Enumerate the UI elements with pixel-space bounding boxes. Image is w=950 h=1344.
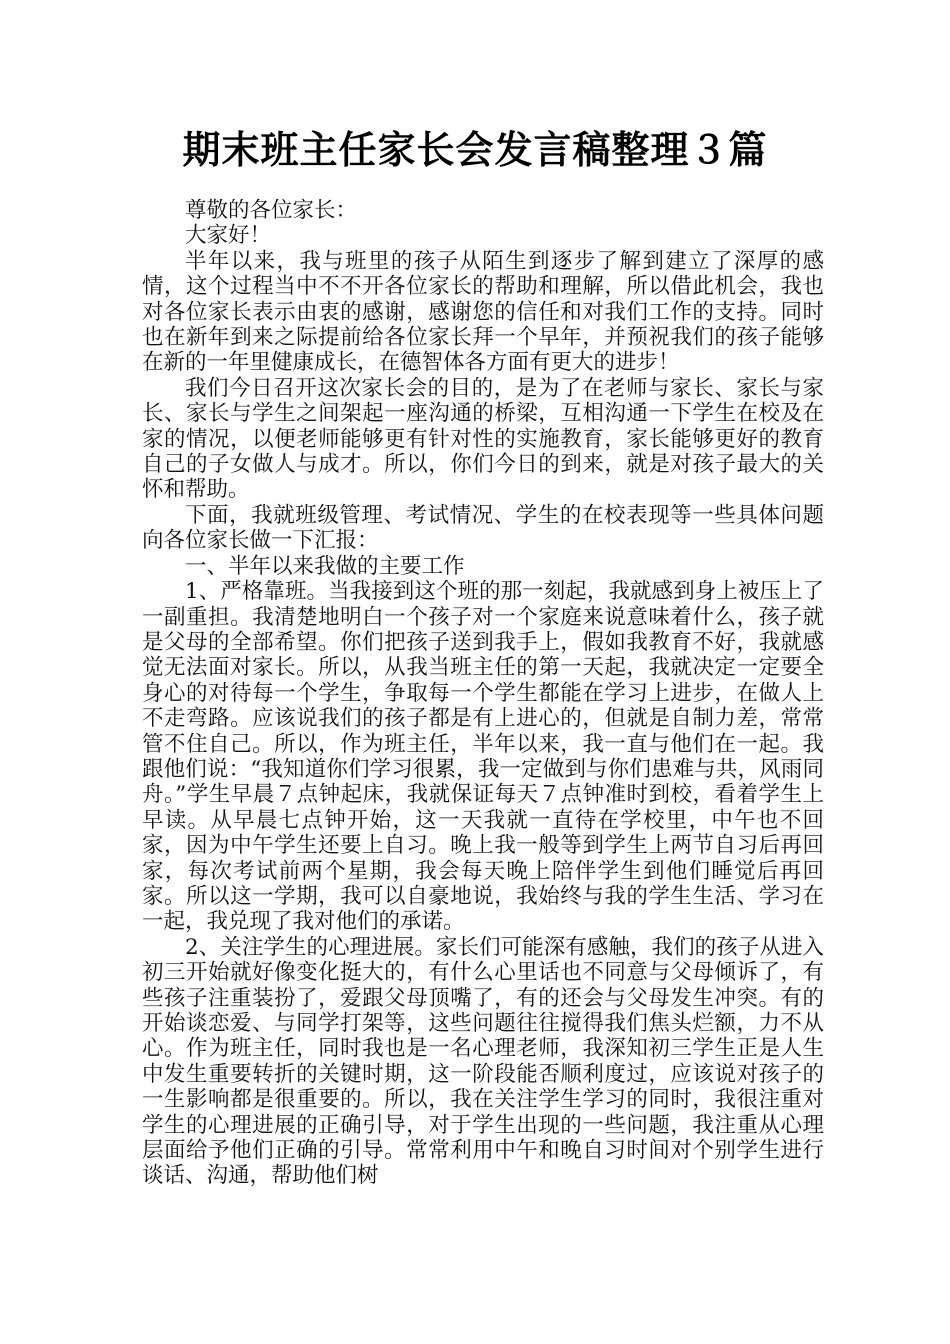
paragraph: 2、关注学生的心理进展。家长们可能深有感触，我们的孩子从进入初三开始就好像变化挺大的，有什么心里话也不同意与父母倾诉了，有些孩子注重装扮了，爱跟父母顶嘴了，有的还会与父母发生冲突。有的开始谈恋爱、与同学打架等，这些问题往往搅得我们焦头烂额，力不从心。作为班主任，同时我也是一名心理老师，我深知初三学生正是人生中发生重要转折的关键时期，这一阶段能否顺利度过，应该说对孩子的一生影响都是很重要的。所以，我在关注学生学习的同时，我很注重对学生的心理进展的正确引导，对于学生出现的一些问题，我注重从心理层面给予他们正确的引导。常常利用中午和晚自习时间对个别学生进行谈话、沟通，帮助他们树 xyxy=(142,934,824,1189)
salutation: 尊敬的各位家长： xyxy=(185,198,358,223)
document-body xyxy=(142,198,824,1189)
paragraph: 1、严格靠班。当我接到这个班的那一刻起，我就感到身上被压上了一副重担。我清楚地明白一个孩子对一个家庭来说意味着什么，孩子就是父母的全部希望。你们把孩子送到我手上，假如我教育不好，我就感觉无法面对家长。所以，从我当班主任的第一天起，我就决定一定要全身心的对待每一个学生，争取每一个学生都能在学习上进步，在做人上不走弯路。应该说我们的孩子都是有上进心的，但就是自制力差，常常管不住自己。所以，作为班主任，半年以来，我一直与他们在一起。我跟他们说：“我知道你们学习很累，我一定做到与你们患难与共，风雨同舟。”学生早晨７点钟起床，我就保证每天７点钟准时到校，看着学生上早读。从早晨七点钟开始，这一天我就一直待在学校里，中午也不回家，因为中午学生还要上自习。晚上我一般等到学生上两节自习后再回家，每次考试前两个星期，我会每天晚上陪伴学生到他们睡觉后再回家。所以这一学期，我可以自豪地说，我始终与我的学生生活、学习在一起，我兑现了我对他们的承诺。 xyxy=(142,579,824,935)
greeting: 大家好！ xyxy=(185,223,272,249)
document-title: 期末班主任家长会发言稿整理３篇 xyxy=(182,128,768,172)
paragraph: 半年以来，我与班里的孩子从陌生到逐步了解到建立了深厚的感情，这个过程当中不不开各位家长的帮助和理解，所以借此机会，我也对各位家长表示由衷的感谢，感谢您的信任和对我们工作的支持。同时也在新年到来之际提前给各位家长拜一个早年，并预祝我们的孩子能够在新的一年里健康成长，在德智体各方面有更大的进步！ xyxy=(142,248,824,376)
paragraph: 下面，我就班级管理、考试情况、学生的在校表现等一些具体问题向各位家长做一下汇报： xyxy=(142,502,824,554)
paragraph: 我们今日召开这次家长会的目的，是为了在老师与家长、家长与家长、家长与学生之间架起一座沟通的桥梁，互相沟通一下学生在校及在家的情况，以便老师能够更有针对性的实施教育，家长能够更好的教育自己的子女做人与成才。所以，你们今日的到来，就是对孩子最大的关怀和帮助。 xyxy=(142,375,824,503)
section-heading: 一、半年以来我做的主要工作 xyxy=(185,553,465,579)
